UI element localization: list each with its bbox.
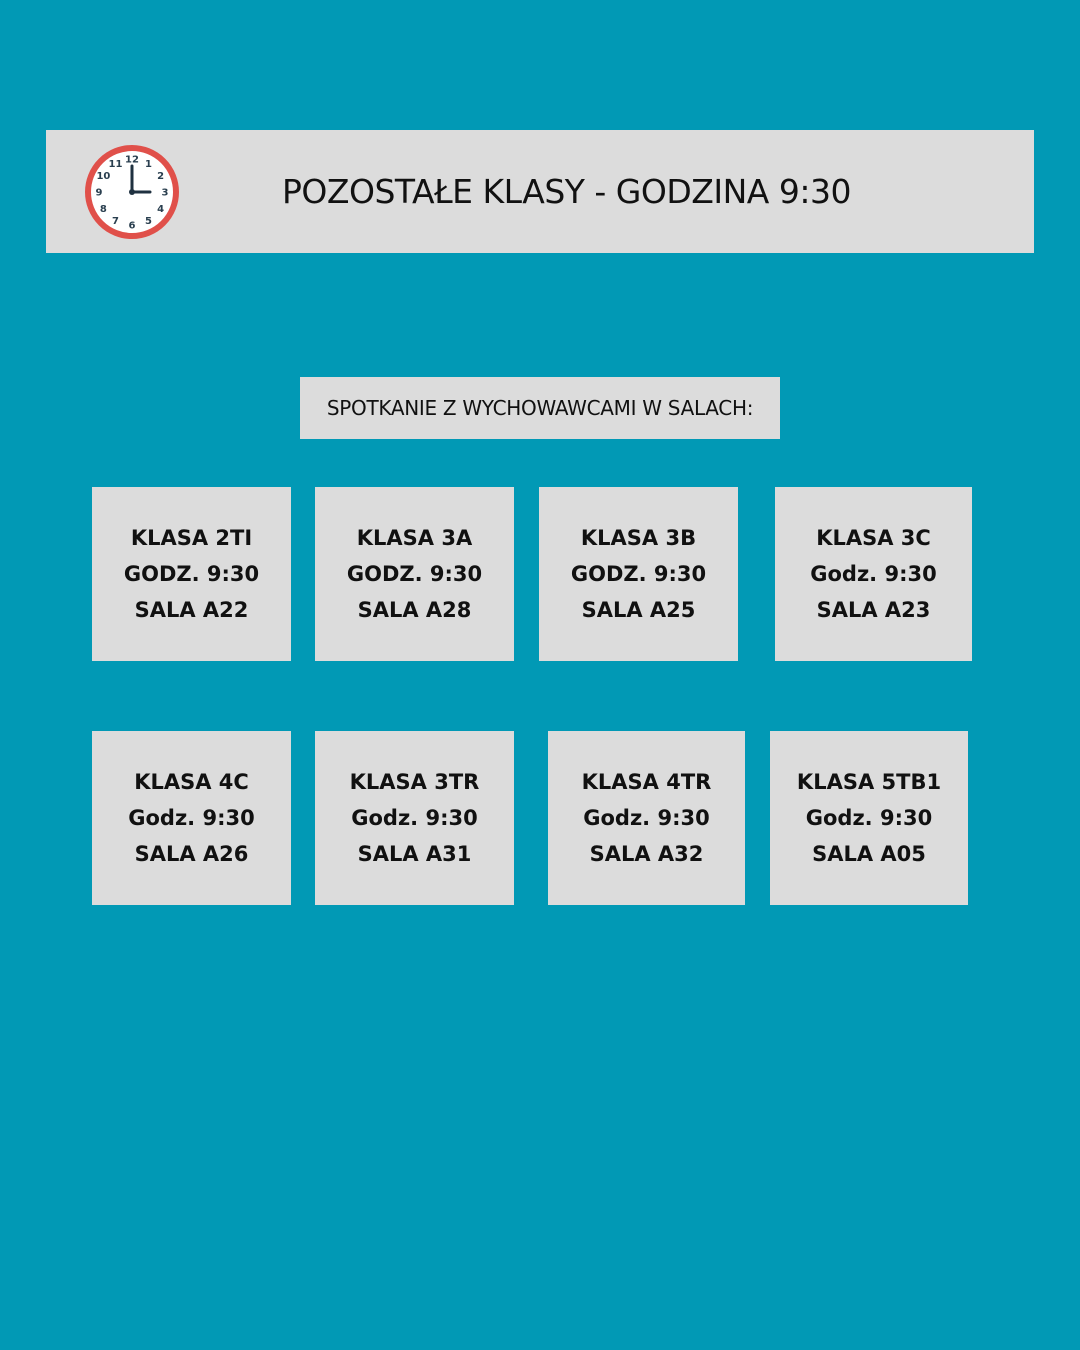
clock-numeral: 5 bbox=[145, 216, 152, 228]
class-name: KLASA 2TI bbox=[130, 526, 253, 550]
class-name: KLASA 3A bbox=[356, 526, 473, 550]
class-name: KLASA 4TR bbox=[581, 770, 712, 794]
class-time: GODZ. 9:30 bbox=[346, 562, 483, 586]
class-card bbox=[92, 731, 291, 905]
class-room: SALA A32 bbox=[589, 842, 704, 866]
class-name: KLASA 3B bbox=[580, 526, 697, 550]
page-title: POZOSTAŁE KLASY - GODZINA 9:30 bbox=[282, 172, 851, 211]
class-time: Godz. 9:30 bbox=[351, 806, 478, 830]
clock-numeral: 4 bbox=[157, 204, 165, 215]
class-name: KLASA 3C bbox=[816, 526, 931, 550]
class-time: GODZ. 9:30 bbox=[570, 562, 707, 586]
class-room: SALA A28 bbox=[357, 598, 472, 622]
class-room: SALA A26 bbox=[134, 842, 249, 866]
clock-numeral: 1 bbox=[145, 158, 152, 170]
class-card bbox=[92, 487, 291, 661]
header-banner bbox=[46, 130, 1034, 253]
class-room: SALA A31 bbox=[357, 842, 472, 866]
class-name: KLASA 4C bbox=[134, 770, 249, 794]
subtitle-banner: SPOTKANIE Z WYCHOWAWCAMI W SALACH: bbox=[300, 377, 780, 439]
clock-numeral: 11 bbox=[108, 158, 123, 170]
class-room: SALA A05 bbox=[812, 842, 926, 866]
clock-numeral: 7 bbox=[112, 216, 119, 228]
class-time: Godz. 9:30 bbox=[583, 806, 710, 830]
class-card bbox=[315, 487, 514, 661]
class-room: SALA A22 bbox=[134, 598, 249, 622]
class-time: Godz. 9:30 bbox=[128, 806, 255, 830]
class-card bbox=[539, 487, 738, 661]
clock-numeral: 10 bbox=[96, 171, 111, 182]
class-room: SALA A25 bbox=[581, 598, 696, 622]
class-card bbox=[315, 731, 514, 905]
class-time: Godz. 9:30 bbox=[805, 806, 933, 830]
clock-icon bbox=[84, 144, 180, 240]
class-card bbox=[548, 731, 745, 905]
clock-numeral: 2 bbox=[157, 171, 165, 182]
class-card bbox=[775, 487, 972, 661]
clock-numeral: 3 bbox=[161, 187, 169, 199]
clock-numeral: 6 bbox=[128, 220, 136, 232]
clock-numeral: 9 bbox=[95, 187, 103, 199]
class-card bbox=[770, 731, 968, 905]
class-name: KLASA 3TR bbox=[349, 770, 480, 794]
class-time: Godz. 9:30 bbox=[810, 562, 937, 586]
clock-numeral: 12 bbox=[125, 154, 139, 166]
class-room: SALA A23 bbox=[816, 598, 931, 622]
clock-numeral: 8 bbox=[99, 204, 107, 215]
class-time: GODZ. 9:30 bbox=[123, 562, 260, 586]
class-name: KLASA 5TB1 bbox=[796, 770, 942, 794]
